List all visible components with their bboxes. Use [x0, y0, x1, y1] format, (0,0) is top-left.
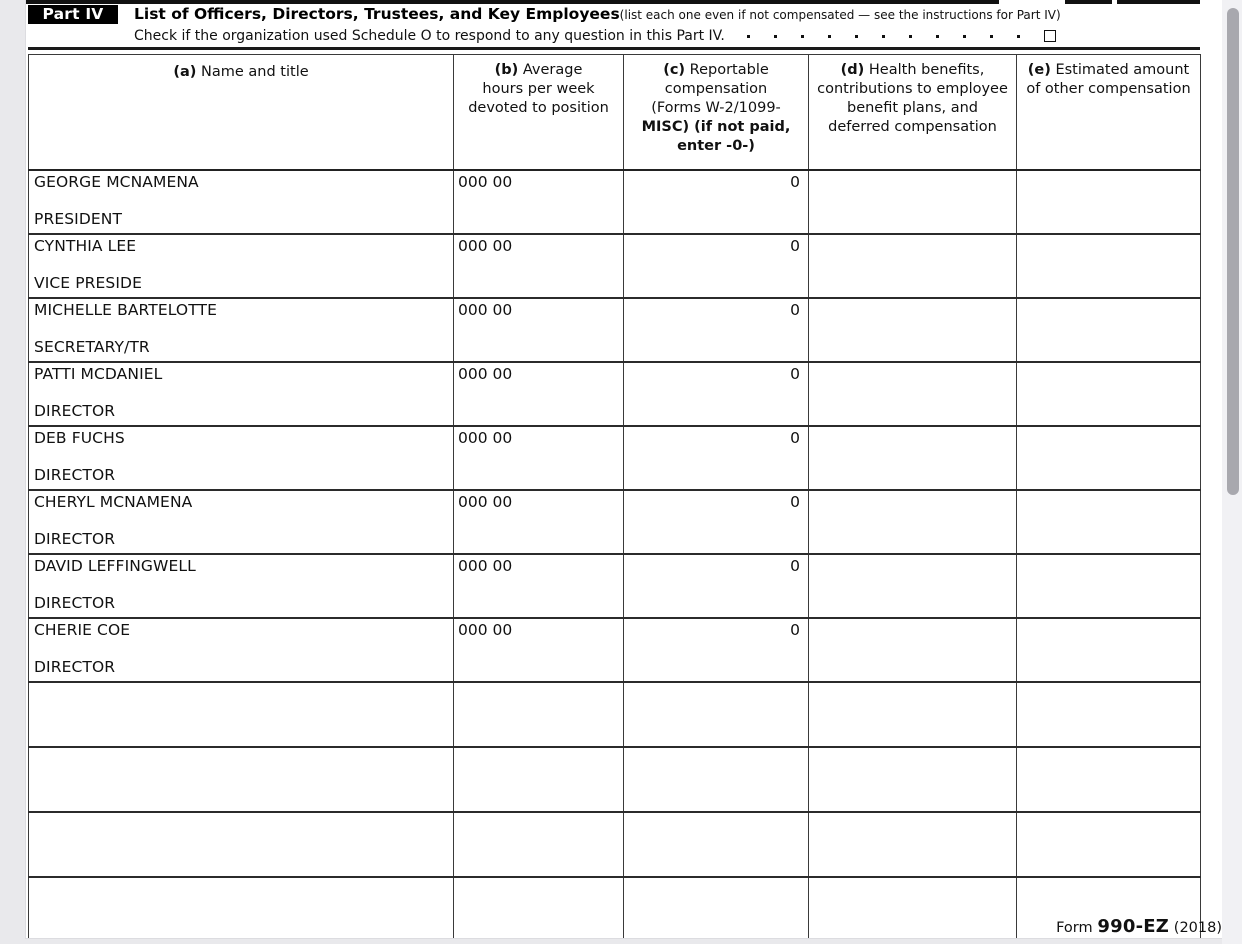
cell-health-benefits — [809, 426, 1017, 490]
cell-health-benefits — [809, 747, 1017, 812]
cell-name-title — [29, 618, 454, 682]
officer-title: DIRECTOR — [34, 658, 116, 676]
officer-title: SECRETARY/TR — [34, 338, 150, 356]
form-footer-lead: Form — [1056, 920, 1093, 936]
cell-other-compensation — [1017, 554, 1201, 618]
column-tag-d: (d) — [840, 62, 865, 78]
column-label-b-line1: Average — [522, 62, 583, 78]
leader-dot — [801, 35, 804, 38]
leader-dot — [1017, 35, 1020, 38]
cell-other-compensation — [1017, 426, 1201, 490]
column-header-name-title — [29, 55, 454, 171]
reportable-compensation-value: 0 — [790, 557, 800, 575]
column-label-c-line5: enter -0-) — [677, 138, 755, 154]
table-row — [29, 618, 1201, 682]
header-divider — [28, 47, 1200, 50]
officer-name: PATTI MCDANIEL — [34, 365, 163, 383]
column-label-d-line3: benefit plans, and — [846, 100, 979, 116]
cell-reportable-compensation — [624, 812, 809, 877]
table-row — [29, 426, 1201, 490]
cell-reportable-compensation — [624, 554, 809, 618]
cell-health-benefits — [809, 170, 1017, 234]
cell-health-benefits — [809, 490, 1017, 554]
form-footer — [48, 916, 1222, 937]
column-label-d-line2: contributions to employee — [817, 81, 1008, 97]
cell-other-compensation — [1017, 170, 1201, 234]
cell-name-title — [29, 426, 454, 490]
vertical-scrollbar-thumb[interactable] — [1227, 8, 1239, 495]
cell-reportable-compensation — [624, 362, 809, 426]
officer-name: GEORGE MCNAMENA — [34, 173, 199, 191]
table-row — [29, 682, 1201, 747]
cell-reportable-compensation — [624, 426, 809, 490]
cell-name-title — [29, 298, 454, 362]
cell-other-compensation — [1017, 298, 1201, 362]
officer-title: VICE PRESIDE — [34, 274, 142, 292]
column-label-a: Name and title — [201, 64, 309, 80]
officer-title: DIRECTOR — [34, 530, 116, 548]
column-label-c-line1: Reportable — [689, 62, 769, 78]
cell-average-hours — [454, 362, 624, 426]
schedule-o-row — [134, 25, 1204, 45]
form-year: (2018) — [1173, 920, 1222, 936]
cell-other-compensation — [1017, 362, 1201, 426]
part-number-badge: Part IV — [28, 5, 118, 24]
average-hours-value: 000 00 — [458, 237, 513, 255]
column-tag-c: (c) — [663, 62, 686, 78]
cell-reportable-compensation — [624, 747, 809, 812]
officer-title: DIRECTOR — [34, 402, 116, 420]
officer-title: DIRECTOR — [34, 466, 116, 484]
cell-average-hours — [454, 426, 624, 490]
reportable-compensation-value: 0 — [790, 621, 800, 639]
column-header-other-compensation — [1017, 55, 1201, 171]
part-title-note: (list each one even if not compensated — see the instructions for Part IV) — [619, 8, 1061, 22]
average-hours-value: 000 00 — [458, 493, 513, 511]
reportable-compensation-value: 0 — [790, 237, 800, 255]
officer-name: DAVID LEFFINGWELL — [34, 557, 196, 575]
average-hours-value: 000 00 — [458, 621, 513, 639]
cell-name-title — [29, 362, 454, 426]
table-row — [29, 812, 1201, 877]
cell-health-benefits — [809, 362, 1017, 426]
officers-table — [28, 54, 1201, 938]
leader-dot — [828, 35, 831, 38]
table-row — [29, 170, 1201, 234]
cell-average-hours — [454, 812, 624, 877]
table-row — [29, 554, 1201, 618]
table-body — [29, 170, 1201, 938]
table-row — [29, 298, 1201, 362]
cell-average-hours — [454, 234, 624, 298]
officer-title: DIRECTOR — [34, 594, 116, 612]
vertical-scrollbar-track[interactable] — [1222, 0, 1242, 944]
cell-name-title — [29, 490, 454, 554]
cell-name-title — [29, 747, 454, 812]
column-header-health-benefits — [809, 55, 1017, 171]
table-header — [29, 55, 1201, 171]
cell-reportable-compensation — [624, 618, 809, 682]
officer-name: CHERYL MCNAMENA — [34, 493, 193, 511]
cell-average-hours — [454, 682, 624, 747]
column-label-c-line2: compensation — [664, 81, 768, 97]
column-label-c-line4: MISC) (if not paid, — [641, 119, 791, 135]
column-label-b-line3: devoted to position — [468, 100, 609, 116]
cell-average-hours — [454, 554, 624, 618]
average-hours-value: 000 00 — [458, 365, 513, 383]
cell-reportable-compensation — [624, 490, 809, 554]
cell-average-hours — [454, 298, 624, 362]
cell-other-compensation — [1017, 812, 1201, 877]
cell-reportable-compensation — [624, 234, 809, 298]
cell-health-benefits — [809, 618, 1017, 682]
officer-name: MICHELLE BARTELOTTE — [34, 301, 217, 319]
leader-dot — [990, 35, 993, 38]
form-number: 990-EZ — [1097, 916, 1169, 937]
cell-name-title — [29, 682, 454, 747]
column-header-reportable-compensation — [624, 55, 809, 171]
average-hours-value: 000 00 — [458, 301, 513, 319]
table-row — [29, 362, 1201, 426]
column-label-b-line2: hours per week — [482, 81, 595, 97]
reportable-compensation-value: 0 — [790, 493, 800, 511]
table-header-row — [29, 55, 1201, 171]
column-label-e-line1: Estimated amount — [1055, 62, 1190, 78]
cell-health-benefits — [809, 812, 1017, 877]
leader-dot — [963, 35, 966, 38]
cell-health-benefits — [809, 554, 1017, 618]
leader-dot — [855, 35, 858, 38]
leader-dot — [747, 35, 750, 38]
cell-average-hours — [454, 490, 624, 554]
cell-average-hours — [454, 747, 624, 812]
cell-average-hours — [454, 618, 624, 682]
schedule-o-label: Check if the organization used Schedule O to respond to any question in this Part IV. — [134, 28, 725, 44]
part-title-row — [134, 4, 1204, 23]
column-label-e-line2: of other compensation — [1026, 81, 1191, 97]
table-row — [29, 490, 1201, 554]
column-tag-a: (a) — [173, 64, 197, 80]
leader-dot — [909, 35, 912, 38]
reportable-compensation-value: 0 — [790, 173, 800, 191]
cell-other-compensation — [1017, 682, 1201, 747]
column-label-c-line3: (Forms W-2/1099- — [651, 100, 781, 116]
officer-name: CYNTHIA LEE — [34, 237, 137, 255]
cell-reportable-compensation — [624, 298, 809, 362]
cell-other-compensation — [1017, 490, 1201, 554]
column-label-d-line1: Health benefits, — [868, 62, 985, 78]
cell-other-compensation — [1017, 234, 1201, 298]
cell-health-benefits — [809, 234, 1017, 298]
schedule-o-checkbox[interactable] — [1044, 30, 1056, 42]
average-hours-value: 000 00 — [458, 429, 513, 447]
cell-other-compensation — [1017, 747, 1201, 812]
officer-name: DEB FUCHS — [34, 429, 125, 447]
cell-name-title — [29, 170, 454, 234]
part-title: List of Officers, Directors, Trustees, and Key Employees — [134, 5, 620, 23]
average-hours-value: 000 00 — [458, 173, 513, 191]
form-page — [26, 0, 1222, 938]
leader-dot — [882, 35, 885, 38]
cell-name-title — [29, 812, 454, 877]
table-row — [29, 747, 1201, 812]
leader-dot — [936, 35, 939, 38]
column-tag-b: (b) — [494, 62, 519, 78]
reportable-compensation-value: 0 — [790, 429, 800, 447]
leader-dots — [735, 26, 1032, 46]
cell-reportable-compensation — [624, 682, 809, 747]
column-tag-e: (e) — [1027, 62, 1051, 78]
average-hours-value: 000 00 — [458, 557, 513, 575]
reportable-compensation-value: 0 — [790, 301, 800, 319]
cell-name-title — [29, 234, 454, 298]
column-header-average-hours — [454, 55, 624, 171]
table-row — [29, 234, 1201, 298]
officer-name: CHERIE COE — [34, 621, 131, 639]
cell-average-hours — [454, 170, 624, 234]
cell-name-title — [29, 554, 454, 618]
column-label-d-line4: deferred compensation — [828, 119, 997, 135]
reportable-compensation-value: 0 — [790, 365, 800, 383]
officer-title: PRESIDENT — [34, 210, 123, 228]
cell-other-compensation — [1017, 618, 1201, 682]
leader-dot — [774, 35, 777, 38]
part-iv-header — [28, 4, 1200, 47]
cell-health-benefits — [809, 682, 1017, 747]
cell-reportable-compensation — [624, 170, 809, 234]
cell-health-benefits — [809, 298, 1017, 362]
